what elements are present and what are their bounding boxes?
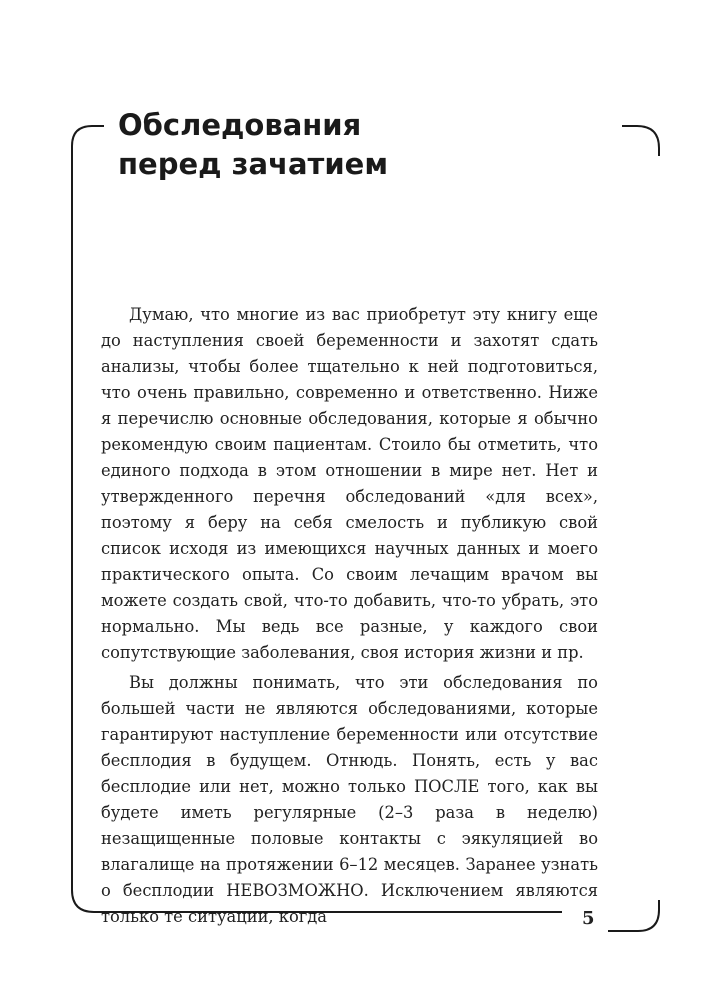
chapter-title-line-1: Обследования	[118, 108, 362, 142]
paragraph-1: Думаю, что многие из вас приобретут эту книгу еще до наступления своей беременности и захотят сдать анализы, чтобы более тщательно к ней подготовиться, что очень правильно, современно и ответственно. Ниже я перечислю основные обследования, которые я обычно рекомендую своим пациентам. Стоило бы отметить, что единого подхода в этом отношении в мире нет. Нет и утвержденного перечня обследований «для всех», поэтому я беру на себя смелость и публикую свой список исходя из имеющихся научных данных и моего практического опыта. Со своим лечащим врачом вы можете создать свой, что-то добавить, что-то убрать, это нормально. Мы ведь все разные, у каждого свои сопутствующие заболевания, своя история жизни и пр.	[101, 305, 598, 662]
frame-top-left-corner	[72, 126, 104, 152]
frame-top-right-corner	[622, 126, 659, 156]
paragraph-2: Вы должны понимать, что эти обследования по большей части не являются обследованиями, которые гарантируют наступление беременности или отсутствие бесплодия в будущем. Отнюдь. Понять, есть у вас бесплодие или нет, можно только ПОСЛЕ того, как вы будете иметь регулярные (2–3 раза в неделю) незащищенные половые контакты с эякуляцией во влагалище на протяжении 6–12 месяцев. Заранее узнать о бесплодии НЕВОЗМОЖНО. Исключением являются только те ситуации, когда	[101, 673, 598, 926]
frame-bottom-right-corner	[608, 900, 659, 931]
chapter-title-line-2: перед зачатием	[118, 147, 389, 181]
chapter-title	[118, 106, 388, 184]
body-text	[101, 302, 598, 934]
page-number: 5	[582, 908, 595, 929]
